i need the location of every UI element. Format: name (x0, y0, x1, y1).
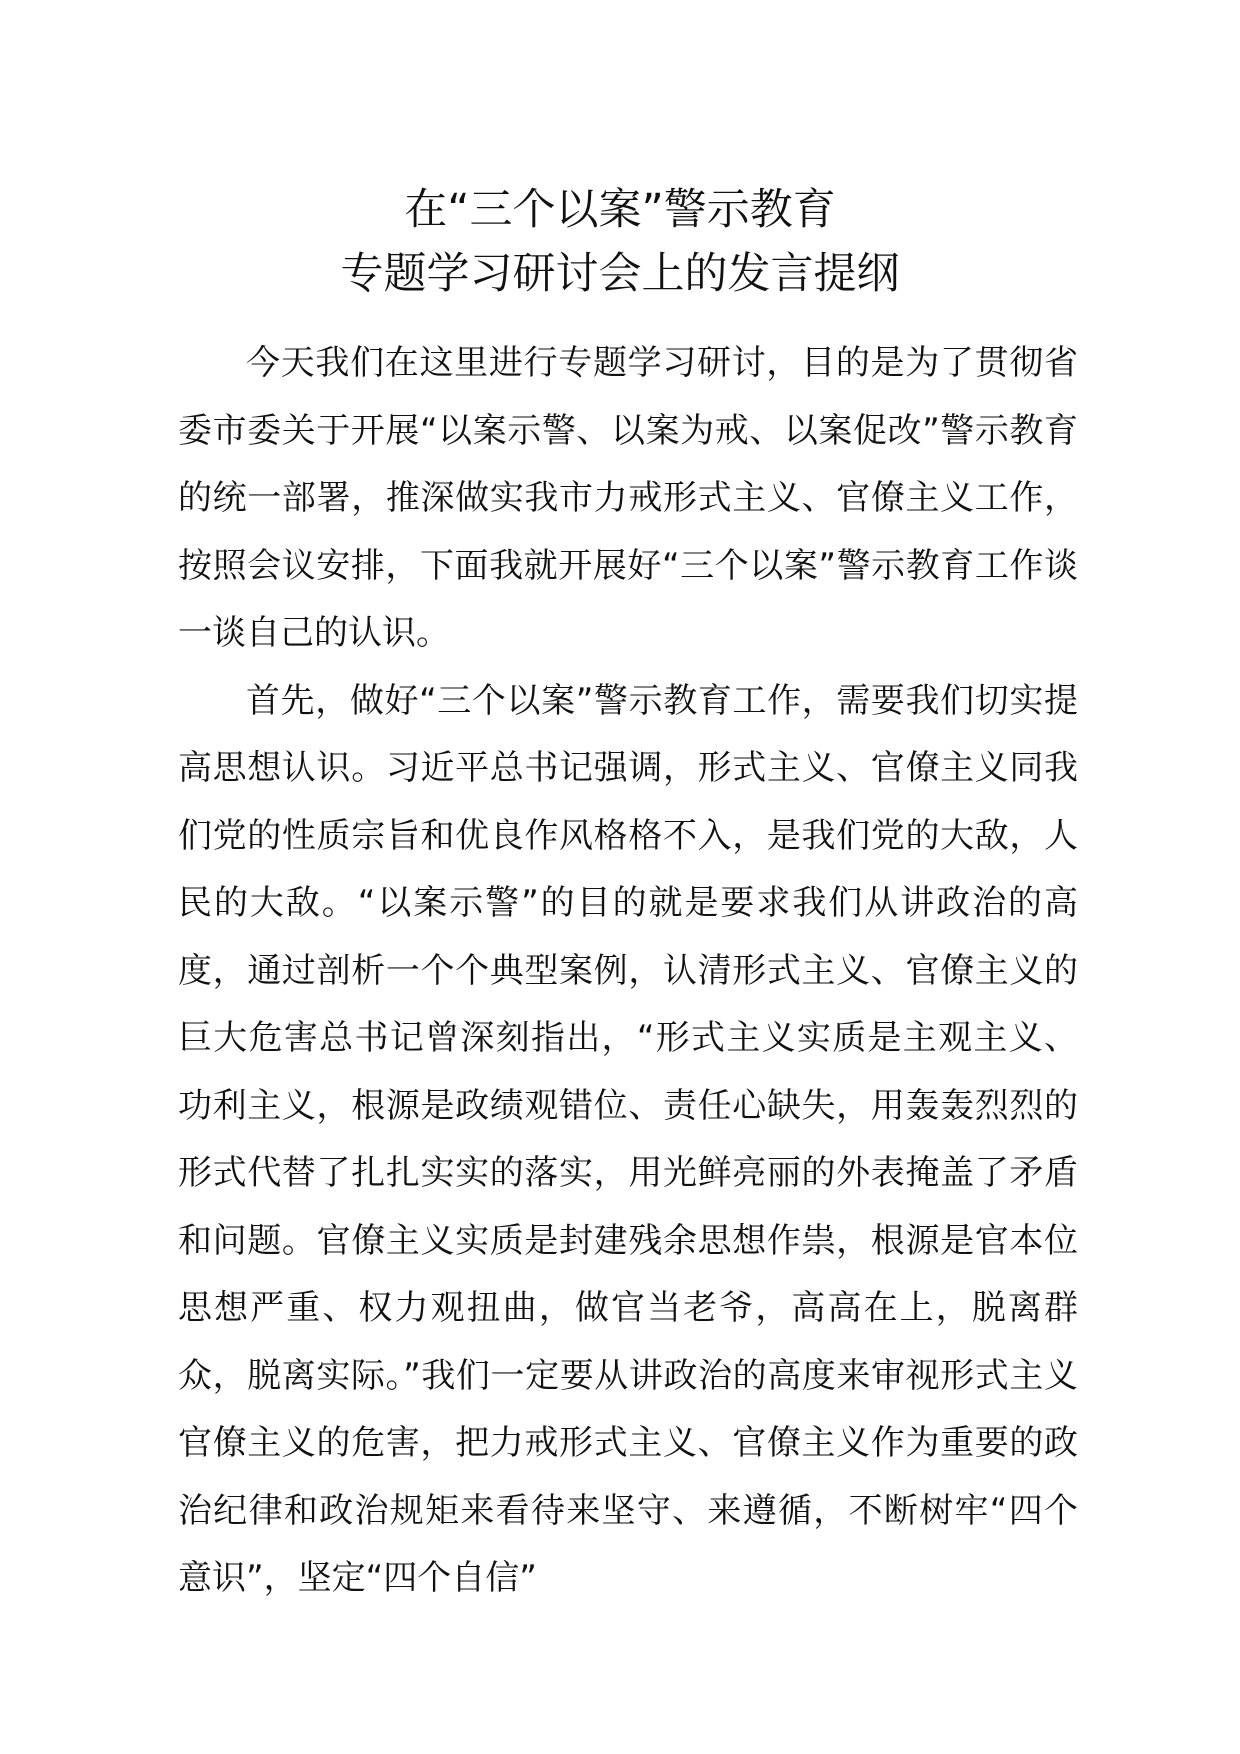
document-body (178, 330, 1078, 1613)
document-title (0, 178, 1240, 306)
paragraph-first-point: 首先，做好“三个以案”警示教育工作，需要我们切实提高思想认识。习近平总书记强调，形式主义、官僚主义同我们党的性质宗旨和优良作风格格不入，是我们党的大敌，人民的大敌。“以案示警”的目的就是要求我们从讲政治的高度，通过剖析一个个典型案例，认清形式主义、官僚主义的巨大危害总书记曾深刻指出，“形式主义实质是主观主义、功利主义，根源是政绩观错位、责任心缺失，用轰轰烈烈的形式代替了扎扎实实的落实，用光鲜亮丽的外表掩盖了矛盾和问题。官僚主义实质是封建残余思想作祟，根源是官本位思想严重、权力观扭曲，做官当老爷，高高在上，脱离群众，脱离实际。”我们一定要从讲政治的高度来审视形式主义官僚主义的危害，把力戒形式主义、官僚主义作为重要的政治纪律和政治规矩来看待来坚守、来遵循，不断树牢“四个意识”，坚定“四个自信” (178, 680, 1078, 1598)
paragraph-intro: 今天我们在这里进行专题学习研讨，目的是为了贯彻省委市委关于开展“以案示警、以案为戒、以案促改”警示教育的统一部署，推深做实我市力戒形式主义、官僚主义工作，按照会议安排，下面我就开展好“三个以案”警示教育工作谈一谈自己的认识。 (178, 343, 1078, 653)
title-line-1: 在“三个以案”警示教育 (404, 185, 836, 235)
title-line-2: 专题学习研讨会上的发言提纲 (340, 249, 900, 299)
